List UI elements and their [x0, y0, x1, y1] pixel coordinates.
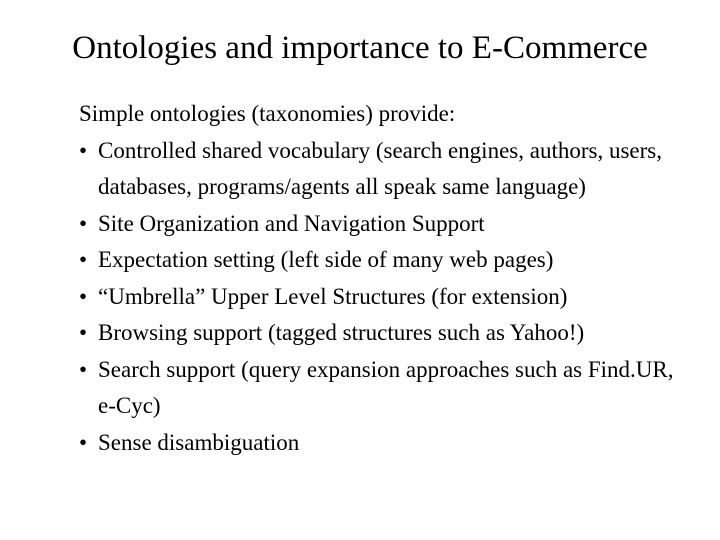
bullet-text: Site Organization and Navigation Support: [98, 210, 485, 236]
bullet-icon: •: [79, 429, 88, 455]
bullet-text: “Umbrella” Upper Level Structures (for extension): [98, 283, 568, 309]
bullet-item: [79, 352, 709, 425]
bullet-icon: •: [79, 320, 88, 345]
slide-title: Ontologies and importance to E-Commerce: [72, 30, 648, 66]
bullet-icon: •: [79, 283, 88, 309]
bullet-text: Browsing support (tagged structures such as Yahoo!): [98, 320, 585, 345]
bullet-icon: •: [79, 210, 88, 236]
bullet-list: [79, 133, 709, 462]
bullet-item: [79, 206, 709, 243]
bullet-text: Controlled shared vocabulary (search engines, authors, users, databases, programs/agents all speak same language): [98, 137, 662, 199]
intro-text: Simple ontologies (taxonomies) provide:: [79, 101, 456, 126]
bullet-item: [79, 133, 709, 206]
bullet-icon: •: [79, 356, 88, 382]
bullet-icon: •: [79, 137, 88, 163]
bullet-text: Search support (query expansion approaches such as Find.UR, e-Cyc): [98, 356, 674, 418]
bullet-text: Sense disambiguation: [98, 429, 300, 455]
bullet-text: Expectation setting (left side of many web pages): [98, 247, 554, 272]
bullet-item: [79, 242, 709, 279]
slide-body: [79, 96, 709, 461]
bullet-item: [79, 279, 709, 316]
bullet-item: [79, 315, 709, 352]
bullet-icon: •: [79, 247, 88, 272]
bullet-item: [79, 425, 709, 462]
